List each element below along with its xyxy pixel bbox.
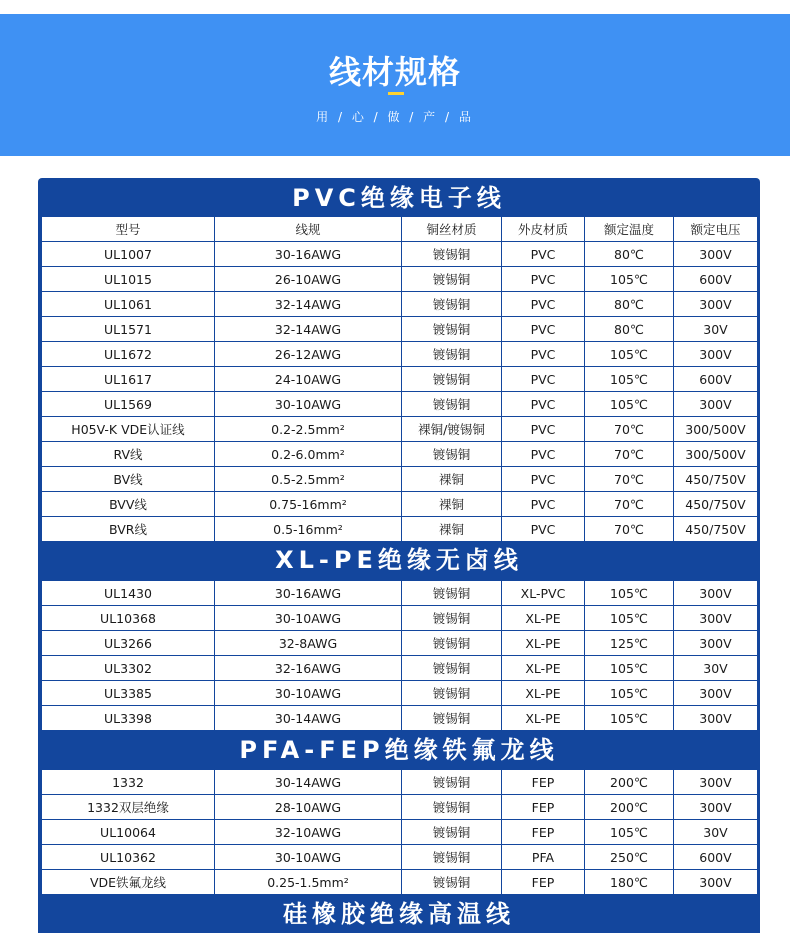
table-row [42, 656, 758, 681]
table-row [42, 267, 758, 292]
table-cell: 300V [674, 795, 758, 820]
table-cell: BV线 [42, 467, 215, 492]
pvc-table [41, 216, 758, 542]
table-cell: UL1617 [42, 367, 215, 392]
xlpe-table [41, 580, 758, 731]
table-cell: PVC [502, 242, 585, 267]
table-cell: 32-14AWG [215, 292, 402, 317]
table-cell: PVC [502, 342, 585, 367]
table-cell: BVR线 [42, 517, 215, 542]
table-cell: 镀锡铜 [402, 442, 502, 467]
table-cell: 镀锡铜 [402, 606, 502, 631]
section-title-pfa-fep: PFA-FEP绝缘铁氟龙线 [239, 736, 559, 764]
table-cell: UL3302 [42, 656, 215, 681]
table-row [42, 606, 758, 631]
section-title-pvc: PVC绝缘电子线 [292, 184, 506, 212]
table-row [42, 317, 758, 342]
table-cell: 70℃ [585, 467, 674, 492]
table-cell: 30V [674, 317, 758, 342]
table-cell: 105℃ [585, 581, 674, 606]
table-cell: 125℃ [585, 631, 674, 656]
table-cell: PVC [502, 492, 585, 517]
table-cell: PFA [502, 845, 585, 870]
table-cell: PVC [502, 392, 585, 417]
table-row [42, 770, 758, 795]
table-cell: RV线 [42, 442, 215, 467]
table-cell: 镀锡铜 [402, 706, 502, 731]
table-cell: 30V [674, 656, 758, 681]
table-cell: 300V [674, 870, 758, 895]
table-cell: UL1430 [42, 581, 215, 606]
table-cell: UL1672 [42, 342, 215, 367]
table-cell: 300V [674, 681, 758, 706]
table-cell: 0.5-16mm² [215, 517, 402, 542]
table-cell: 105℃ [585, 342, 674, 367]
table-cell: 70℃ [585, 442, 674, 467]
table-cell: 300V [674, 606, 758, 631]
table-cell: 300V [674, 581, 758, 606]
table-cell: 镀锡铜 [402, 795, 502, 820]
section-title-silicone: 硅橡胶绝缘高温线 [283, 900, 515, 928]
table-cell: PVC [502, 317, 585, 342]
table-cell: PVC [502, 267, 585, 292]
table-cell: 300/500V [674, 442, 758, 467]
table-row [42, 442, 758, 467]
header-banner [0, 14, 790, 156]
table-cell: 450/750V [674, 467, 758, 492]
table-cell: XL-PE [502, 606, 585, 631]
table-cell: 镀锡铜 [402, 845, 502, 870]
table-cell: 32-14AWG [215, 317, 402, 342]
table-cell: 300V [674, 706, 758, 731]
table-cell: FEP [502, 770, 585, 795]
table-cell: 300V [674, 392, 758, 417]
table-cell: 镀锡铜 [402, 342, 502, 367]
page-subtitle: 用 / 心 / 做 / 产 / 品 [316, 110, 474, 124]
table-header-row [42, 217, 758, 242]
table-cell: UL1571 [42, 317, 215, 342]
table-cell: 105℃ [585, 820, 674, 845]
table-cell: 200℃ [585, 770, 674, 795]
table-cell: XL-PE [502, 706, 585, 731]
table-cell: UL3398 [42, 706, 215, 731]
table-cell: 镀锡铜 [402, 292, 502, 317]
table-cell: FEP [502, 820, 585, 845]
table-cell: 32-10AWG [215, 820, 402, 845]
table-cell: 105℃ [585, 392, 674, 417]
table-cell: 70℃ [585, 417, 674, 442]
table-cell: 105℃ [585, 367, 674, 392]
table-row [42, 681, 758, 706]
table-cell: 裸铜 [402, 467, 502, 492]
table-cell: XL-PE [502, 681, 585, 706]
table-row [42, 417, 758, 442]
table-cell: 80℃ [585, 242, 674, 267]
table-cell: 30-14AWG [215, 770, 402, 795]
table-cell: 300V [674, 292, 758, 317]
table-cell: 额定电压 [674, 217, 758, 242]
table-cell: UL10362 [42, 845, 215, 870]
table-cell: 镀锡铜 [402, 820, 502, 845]
table-cell: 30V [674, 820, 758, 845]
section-title-xlpe: XL-PE绝缘无卤线 [275, 546, 523, 574]
table-cell: 1332 [42, 770, 215, 795]
table-cell: 镀锡铜 [402, 770, 502, 795]
table-cell: 型号 [42, 217, 215, 242]
table-cell: 30-14AWG [215, 706, 402, 731]
table-cell: 32-16AWG [215, 656, 402, 681]
table-cell: 105℃ [585, 606, 674, 631]
table-cell: XL-PE [502, 656, 585, 681]
table-cell: 200℃ [585, 795, 674, 820]
table-cell: 0.5-2.5mm² [215, 467, 402, 492]
table-cell: 0.25-1.5mm² [215, 870, 402, 895]
pfa-fep-table [41, 769, 758, 895]
table-row [42, 292, 758, 317]
table-cell: UL1015 [42, 267, 215, 292]
table-row [42, 845, 758, 870]
table-cell: 镀锡铜 [402, 581, 502, 606]
table-cell: 裸铜 [402, 492, 502, 517]
title-underline [388, 92, 404, 95]
table-row [42, 820, 758, 845]
table-row [42, 367, 758, 392]
table-cell: 30-16AWG [215, 242, 402, 267]
table-cell: 镀锡铜 [402, 631, 502, 656]
table-cell: 镀锡铜 [402, 392, 502, 417]
table-cell: BVV线 [42, 492, 215, 517]
table-cell: PVC [502, 442, 585, 467]
table-cell: 额定温度 [585, 217, 674, 242]
table-cell: 24-10AWG [215, 367, 402, 392]
table-cell: 26-10AWG [215, 267, 402, 292]
table-row [42, 870, 758, 895]
table-cell: PVC [502, 292, 585, 317]
table-cell: 105℃ [585, 706, 674, 731]
table-cell: 0.2-6.0mm² [215, 442, 402, 467]
table-cell: 镀锡铜 [402, 870, 502, 895]
table-cell: PVC [502, 517, 585, 542]
table-cell: 180℃ [585, 870, 674, 895]
table-row [42, 392, 758, 417]
table-cell: UL1569 [42, 392, 215, 417]
table-cell: 30-10AWG [215, 845, 402, 870]
table-cell: 300V [674, 631, 758, 656]
table-cell: 0.2-2.5mm² [215, 417, 402, 442]
table-cell: 镀锡铜 [402, 681, 502, 706]
table-cell: XL-PE [502, 631, 585, 656]
table-cell: 镀锡铜 [402, 242, 502, 267]
table-cell: 300V [674, 770, 758, 795]
table-cell: 70℃ [585, 517, 674, 542]
table-cell: 镀锡铜 [402, 267, 502, 292]
table-cell: 32-8AWG [215, 631, 402, 656]
table-cell: 镀锡铜 [402, 317, 502, 342]
table-row [42, 492, 758, 517]
page-title: 线材规格 [328, 53, 461, 91]
table-cell: 450/750V [674, 517, 758, 542]
table-cell: 28-10AWG [215, 795, 402, 820]
table-cell: 105℃ [585, 656, 674, 681]
table-cell: 300/500V [674, 417, 758, 442]
table-row [42, 631, 758, 656]
table-cell: UL3266 [42, 631, 215, 656]
table-cell: 30-16AWG [215, 581, 402, 606]
table-cell: UL1061 [42, 292, 215, 317]
table-cell: 铜丝材质 [402, 217, 502, 242]
table-cell: 80℃ [585, 292, 674, 317]
table-cell: FEP [502, 870, 585, 895]
table-cell: FEP [502, 795, 585, 820]
table-cell: UL1007 [42, 242, 215, 267]
table-cell: H05V-K VDE认证线 [42, 417, 215, 442]
table-cell: 600V [674, 367, 758, 392]
table-cell: 105℃ [585, 681, 674, 706]
table-cell: 250℃ [585, 845, 674, 870]
table-cell: 裸铜 [402, 517, 502, 542]
table-row [42, 517, 758, 542]
table-cell: 70℃ [585, 492, 674, 517]
table-row [42, 795, 758, 820]
table-cell: 镀锡铜 [402, 656, 502, 681]
table-row [42, 467, 758, 492]
table-cell: 300V [674, 342, 758, 367]
table-cell: 0.75-16mm² [215, 492, 402, 517]
table-cell: 30-10AWG [215, 681, 402, 706]
table-cell: 裸铜/镀锡铜 [402, 417, 502, 442]
table-cell: 1332双层绝缘 [42, 795, 215, 820]
table-cell: PVC [502, 417, 585, 442]
table-cell: 26-12AWG [215, 342, 402, 367]
table-cell: PVC [502, 367, 585, 392]
table-row [42, 581, 758, 606]
table-row [42, 342, 758, 367]
table-cell: UL10064 [42, 820, 215, 845]
table-cell: 80℃ [585, 317, 674, 342]
table-cell: 450/750V [674, 492, 758, 517]
table-cell: 镀锡铜 [402, 367, 502, 392]
table-row [42, 706, 758, 731]
table-cell: 600V [674, 267, 758, 292]
table-row [42, 242, 758, 267]
table-cell: VDE铁氟龙线 [42, 870, 215, 895]
table-cell: 30-10AWG [215, 392, 402, 417]
table-cell: UL3385 [42, 681, 215, 706]
table-cell: 600V [674, 845, 758, 870]
table-cell: UL10368 [42, 606, 215, 631]
table-cell: 105℃ [585, 267, 674, 292]
spec-panel [38, 178, 760, 933]
table-cell: 外皮材质 [502, 217, 585, 242]
table-cell: XL-PVC [502, 581, 585, 606]
table-cell: PVC [502, 467, 585, 492]
table-cell: 30-10AWG [215, 606, 402, 631]
table-cell: 300V [674, 242, 758, 267]
table-cell: 线规 [215, 217, 402, 242]
